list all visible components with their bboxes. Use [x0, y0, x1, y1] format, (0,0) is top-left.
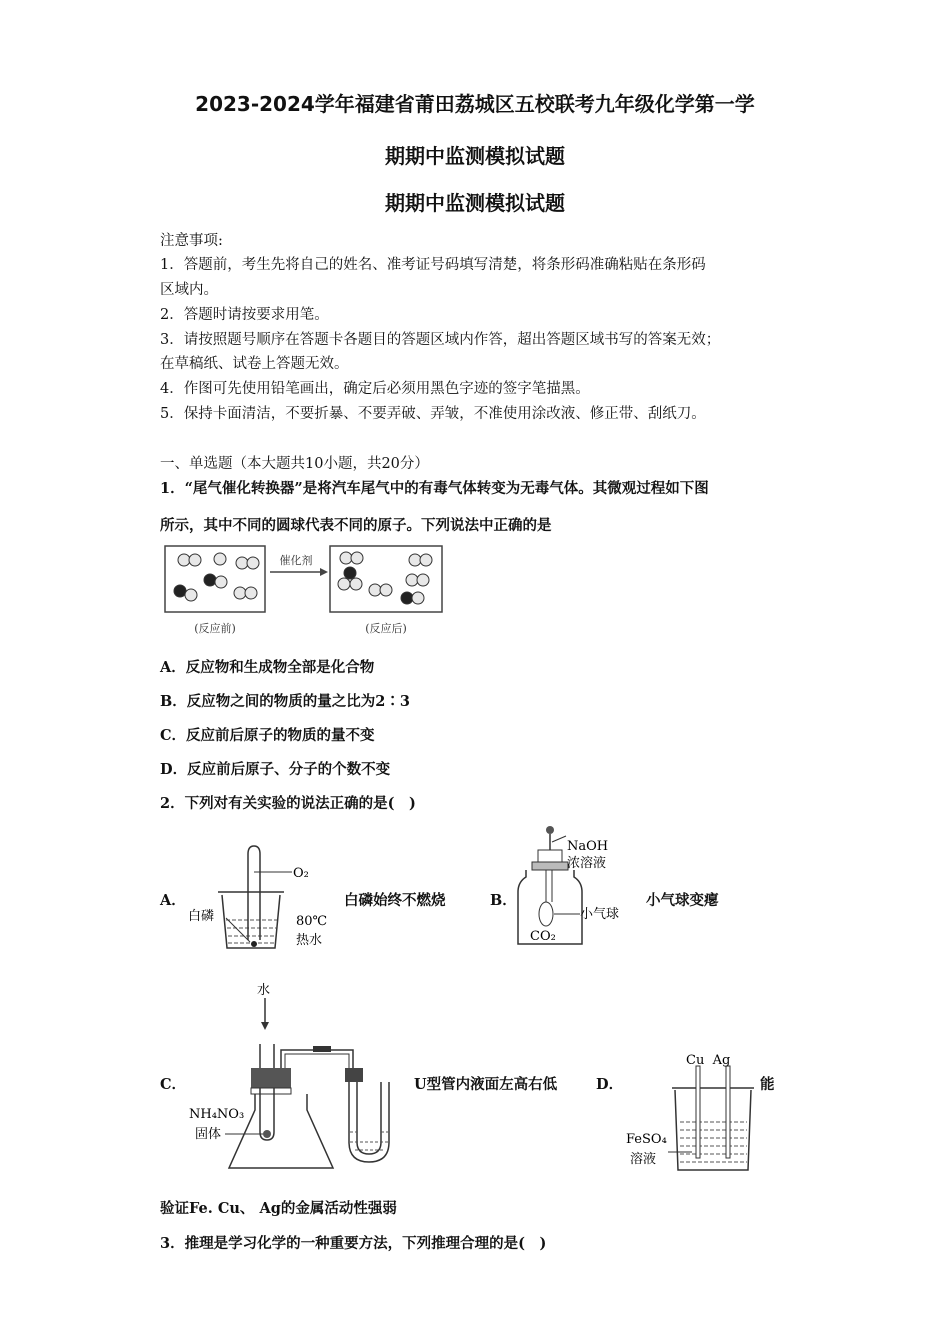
notice-item: 4．作图可先使用铅笔画出，确定后必须用黑色字迹的签字笔描黑。: [160, 381, 590, 397]
label-white-phosphorus: 白磷: [188, 909, 215, 924]
label-temperature: 80℃: [296, 914, 328, 929]
notice-item: 区域内。: [160, 282, 218, 298]
after-label: (反应后): [365, 622, 407, 635]
label-oxygen: O₂: [293, 866, 309, 881]
metal-activity-apparatus: [620, 1050, 760, 1175]
notice-item: 3．请按照题号顺序在答题卡各题目的答题区域内作答，超出答题区域书写的答案无效；: [160, 332, 721, 348]
section-heading: 一、单选题（本大题共10小题，共20分）: [160, 456, 429, 472]
label-solid: 固体: [195, 1127, 222, 1142]
page-title-line2: 期期中监测模拟试题: [385, 144, 565, 168]
question-2-stem: 2．下列对有关实验的说法正确的是( ): [160, 795, 416, 812]
label-co2: CO₂: [530, 929, 556, 944]
ammonium-nitrate-apparatus: [185, 982, 410, 1177]
label-ammonium-nitrate: NH₄NO₃: [189, 1107, 245, 1122]
page-title-line1: 2023-2024学年福建省莆田荔城区五校联考九年级化学第一学: [195, 92, 755, 116]
q1-option-a: A．反应物和生成物全部是化合物: [160, 659, 375, 676]
q2-option-d-letter: D．: [596, 1076, 624, 1093]
q2-option-c-letter: C．: [160, 1076, 187, 1093]
q1-option-d: D．反应前后原子、分子的个数不变: [160, 761, 391, 778]
question-3-stem: 3．推理是学习化学的一种重要方法，下列推理合理的是( ): [160, 1235, 547, 1252]
label-solution: 溶液: [630, 1152, 657, 1167]
q2-option-a-text: 白磷始终不燃烧: [344, 892, 446, 909]
co2-balloon-apparatus: [510, 822, 640, 952]
white-phosphorus-apparatus: [180, 840, 340, 955]
question-1-stem: 1．“尾气催化转换器”是将汽车尾气中的有毒气体转变为无毒气体。其微观过程如下图: [160, 480, 709, 497]
label-feso4: FeSO₄: [626, 1132, 667, 1147]
reaction-diagram: [160, 542, 450, 642]
q2-option-c-text: U型管内液面左高右低: [414, 1076, 558, 1093]
before-label: (反应前): [194, 622, 236, 635]
q2-option-b-letter: B．: [490, 892, 517, 909]
q2-option-a-letter: A．: [160, 892, 186, 909]
q2-option-b-text: 小气球变瘪: [646, 892, 719, 909]
q2-option-d-continuation: 验证Fe. Cu、 Ag的金属活动性强弱: [160, 1200, 397, 1217]
label-water: 水: [257, 983, 271, 998]
q2-option-d-text: 能: [760, 1076, 775, 1093]
q1-option-c: C．反应前后原子的物质的量不变: [160, 727, 375, 744]
label-balloon: 小气球: [580, 907, 620, 922]
label-concentrated-solution: 浓溶液: [567, 856, 607, 871]
question-1-stem: 所示，其中不同的圆球代表不同的原子。下列说法中正确的是: [160, 517, 552, 534]
notice-item: 2．答题时请按要求用笔。: [160, 307, 329, 323]
q1-option-b: B．反应物之间的物质的量之比为2∶3: [160, 693, 410, 710]
notice-item: 1．答题前，考生先将自己的姓名、准考证号码填写清楚，将条形码准确粘贴在条形码: [160, 257, 706, 273]
label-cu-ag: Cu Ag: [686, 1053, 731, 1068]
notice-item: 在草稿纸、试卷上答题无效。: [160, 356, 349, 372]
catalyst-label: 催化剂: [279, 554, 313, 567]
notice-heading: 注意事项:: [160, 233, 223, 249]
page-title-line3: 期期中监测模拟试题: [385, 191, 565, 215]
label-naoh: NaOH: [567, 839, 609, 854]
notice-item: 5．保持卡面清洁，不要折暴、不要弄破、弄皱，不准使用涂改液、修正带、刮纸刀。: [160, 406, 706, 422]
label-hot-water: 热水: [296, 933, 323, 948]
